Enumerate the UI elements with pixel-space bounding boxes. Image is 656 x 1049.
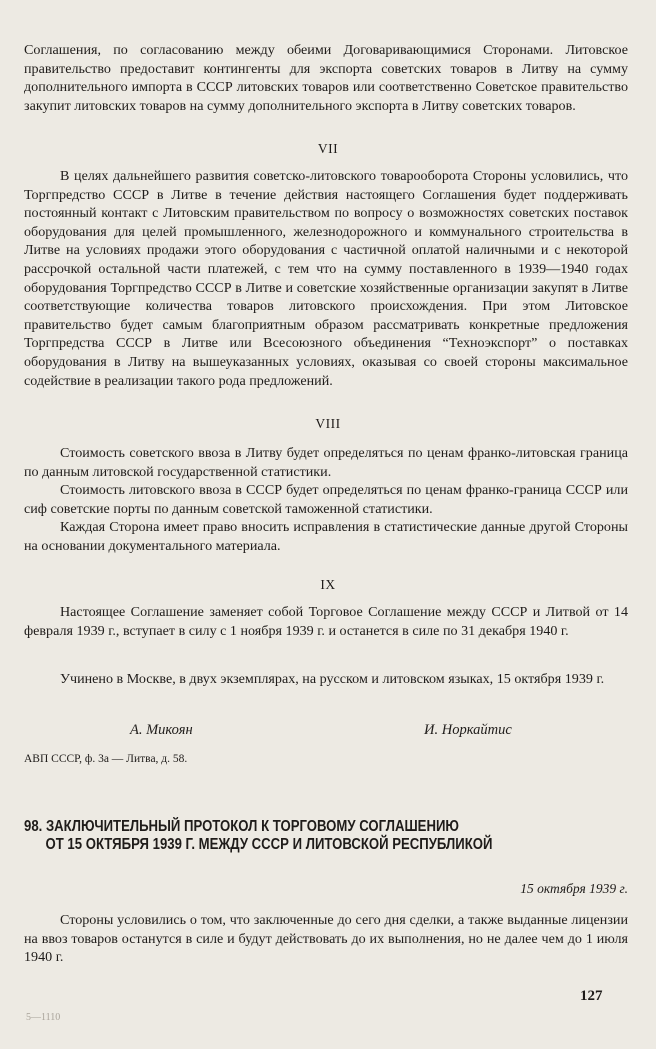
paragraph-vii: В целях дальнейшего развития советско-литовского товарооборота Стороны условились, что Торгпредство СССР в Литве в течение действия настоящего Соглашения будет поддерживать постоянный контакт с Литовским правительством по вопросу о возможностях советских поставок оборудования для целей промышленного, железнодорожного и коммунального строительства в Литве на условиях продажи этого оборудования с частичной оплатой наличными и с некоторой рассрочкой остальной части платежей, с тем что на сумму поставленного в 1939—1940 годах оборудования Торгпредство СССР в Литве и советские хозяйственные организации закупят в Литве соответствующие количества товаров литовского происхождения. При этом Литовское правительство будет самым благоприятным образом рассматривать конкретные предложения Торгпредства СССР в Литве или Всесоюзного объединения “Техноэкспорт” о поставках оборудования в Литву на вышеуказанных условиях, оказывая со своей стороны максимальное содействие в реализации такого рода предложений. bbox=[24, 168, 628, 389]
section-ix-heading: IX bbox=[320, 577, 336, 592]
section-vii-heading: VII bbox=[317, 141, 339, 156]
heading-line-1: 98. ЗАКЛЮЧИТЕЛЬНЫЙ ПРОТОКОЛ К ТОРГОВОМУ СОГЛАШЕНИЮ bbox=[24, 818, 459, 835]
paragraph-viii-2: Стоимость литовского ввоза в СССР будет определяться по ценам франко-граница СССР или сиф советские порты по данным советской таможенной статистики. bbox=[24, 482, 628, 517]
article-vii bbox=[24, 167, 628, 390]
document-98-date: 15 октября 1939 г. bbox=[520, 881, 628, 896]
article-viii bbox=[24, 444, 628, 556]
document-98-heading bbox=[24, 818, 549, 853]
archive-source-note: АВП СССР, ф. 3а — Литва, д. 58. bbox=[24, 753, 188, 765]
paragraph-done: Учинено в Москве, в двух экземплярах, на русском и литовском языках, 15 октября 1939 г. bbox=[60, 671, 605, 687]
paragraph-viii-3: Каждая Сторона имеет право вносить исправления в статистические данные другой Стороны на основании документального материала. bbox=[24, 519, 628, 554]
paragraph-top: Соглашения, по согласованию между обеими Договаривающимися Сторонами. Литовское правительство предоставит контингенты для экспорта советских товаров в Литву на сумму дополнительного импорта в СССР литовских товаров или соответственно Советское правительство закупит литовских товаров на сумму дополнительного экспорта в Литву советских товаров. bbox=[24, 42, 628, 114]
paragraph-doc98: Стороны условились о том, что заключенные до сего дня сделки, а также выданные лицензии на ввоз товаров останутся в силе и будут действовать до их выполнения, но не далее чем до 1 июля 1940 г. bbox=[24, 912, 628, 966]
signature-mikoyan: А. Микоян bbox=[130, 722, 193, 738]
document-98-body bbox=[24, 911, 628, 967]
paragraph-ix: Настоящее Соглашение заменяет собой Торговое Соглашение между СССР и Литвой от 14 февраля 1939 г., вступает в силу с 1 ноября 1939 г. и останется в силе по 31 декабря 1940 г. bbox=[24, 604, 628, 639]
print-code: 5—1110 bbox=[26, 1012, 61, 1023]
signing-clause bbox=[24, 670, 628, 689]
article-vi-tail bbox=[24, 41, 628, 115]
signature-norkaitis: И. Норкайтис bbox=[424, 722, 512, 738]
section-viii-heading: VIII bbox=[315, 416, 341, 431]
heading-line-2: ОТ 15 ОКТЯБРЯ 1939 Г. МЕЖДУ СССР И ЛИТОВСКОЙ РЕСПУБЛИКОЙ bbox=[45, 835, 493, 853]
paragraph-viii-1: Стоимость советского ввоза в Литву будет определяться по ценам франко-литовская граница по данным литовской государственной статистики. bbox=[24, 445, 628, 480]
article-ix bbox=[24, 603, 628, 640]
page-number: 127 bbox=[580, 988, 603, 1004]
